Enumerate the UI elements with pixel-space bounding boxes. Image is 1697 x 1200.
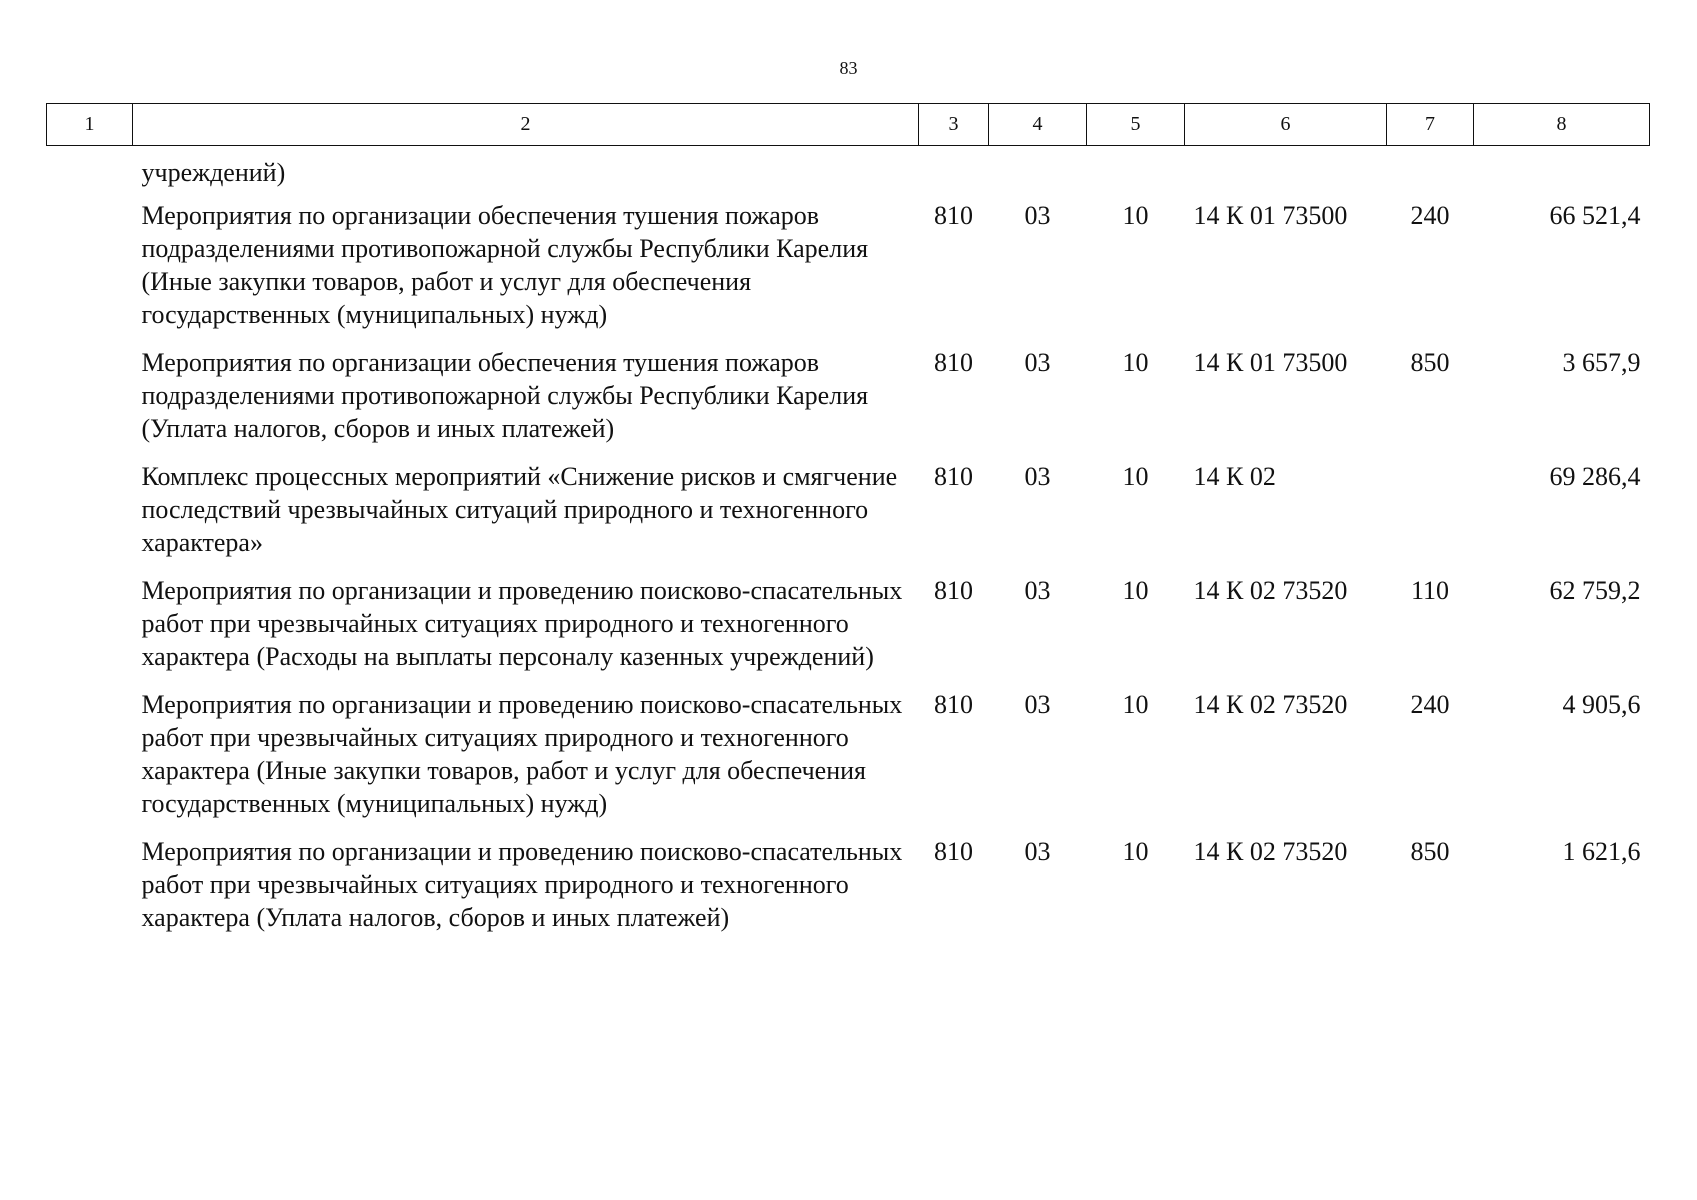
row-col-4: 03 — [1024, 462, 1051, 491]
row-col-5: 10 — [1122, 201, 1149, 230]
row-col-5: 10 — [1122, 837, 1149, 866]
row-col-7: 240 — [1410, 690, 1450, 719]
row-col-8: 62 759,2 — [1549, 576, 1641, 605]
row-col-4: 03 — [1024, 837, 1051, 866]
row-col-4: 03 — [1024, 201, 1051, 230]
table-body — [47, 146, 1650, 950]
row-col-6: 14 К 01 73500 — [1193, 348, 1348, 377]
row-col-8: 66 521,4 — [1549, 201, 1641, 230]
row-col-6: 14 К 01 73500 — [1193, 201, 1348, 230]
row-col-3: 810 — [934, 576, 973, 605]
header-col-6: 6 — [1185, 104, 1387, 146]
row-col-7: 110 — [1410, 576, 1450, 605]
row-col-8: 69 286,4 — [1549, 462, 1641, 491]
row-description: Мероприятия по организации обеспечения тушения пожаров подразделениями противопожарной службы Республики Карелия (Иные закупки товаров, работ и услуг для обеспечения государственных (муниципальных) нужд) — [141, 201, 869, 329]
header-col-4: 4 — [989, 104, 1087, 146]
row-description: Комплекс процессных мероприятий «Снижение рисков и смягчение последствий чрезвычайных ситуаций природного и техногенного характера» — [141, 462, 898, 557]
row-col-4: 03 — [1024, 576, 1051, 605]
row-col-6: 14 К 02 73520 — [1193, 576, 1348, 605]
row-col-4: 03 — [1024, 348, 1051, 377]
header-col-2: 2 — [133, 104, 919, 146]
header-col-7: 7 — [1387, 104, 1474, 146]
row-col-4: 03 — [1024, 690, 1051, 719]
row-col-8: 4 905,6 — [1562, 690, 1641, 719]
row-description: Мероприятия по организации и проведению поисково-спасательных работ при чрезвычайных ситуациях природного и техногенного характера (Иные закупки товаров, работ и услуг для обеспечения государственных (муниципальных) нужд) — [141, 690, 903, 818]
cell-col-1 — [47, 460, 133, 574]
cell-col-1 — [47, 688, 133, 835]
table-row — [47, 688, 1650, 835]
row-col-6: 14 К 02 73520 — [1193, 837, 1348, 866]
row-col-6: 14 К 02 73520 — [1193, 690, 1348, 719]
cell-col-1 — [47, 146, 133, 200]
row-col-5: 10 — [1122, 690, 1149, 719]
header-col-3: 3 — [919, 104, 989, 146]
cell-col-1 — [47, 835, 133, 949]
header-col-5: 5 — [1087, 104, 1185, 146]
row-description: Мероприятия по организации и проведению поисково-спасательных работ при чрезвычайных ситуациях природного и техногенного характера (Расходы на выплаты персоналу казенных учреждений) — [141, 576, 903, 671]
row-col-3: 810 — [934, 201, 973, 230]
budget-table — [46, 103, 1650, 949]
page-number: 83 — [839, 58, 858, 78]
cell-col-1 — [47, 574, 133, 688]
header-col-1: 1 — [47, 104, 133, 146]
row-col-7: 850 — [1410, 348, 1450, 377]
row-col-6: 14 К 02 — [1193, 462, 1276, 491]
continuation-row — [47, 146, 1650, 200]
row-col-5: 10 — [1122, 348, 1149, 377]
table-row — [47, 346, 1650, 460]
table-row — [47, 574, 1650, 688]
row-col-3: 810 — [934, 690, 973, 719]
table-row — [47, 460, 1650, 574]
row-col-3: 810 — [934, 348, 973, 377]
continuation-text: учреждений) — [141, 158, 286, 187]
row-description: Мероприятия по организации и проведению поисково-спасательных работ при чрезвычайных ситуациях природного и техногенного характера (Уплата налогов, сборов и иных платежей) — [141, 837, 903, 932]
cell-col-1 — [47, 346, 133, 460]
row-col-7: 240 — [1410, 201, 1450, 230]
row-col-5: 10 — [1122, 576, 1149, 605]
row-col-5: 10 — [1122, 462, 1149, 491]
table-row — [47, 199, 1650, 346]
table-row — [47, 835, 1650, 949]
row-col-3: 810 — [934, 837, 973, 866]
cell-col-1 — [47, 199, 133, 346]
row-col-7: 850 — [1410, 837, 1450, 866]
row-description: Мероприятия по организации обеспечения тушения пожаров подразделениями противопожарной службы Республики Карелия (Уплата налогов, сборов и иных платежей) — [141, 348, 869, 443]
row-col-8: 3 657,9 — [1562, 348, 1641, 377]
row-col-3: 810 — [934, 462, 973, 491]
row-col-8: 1 621,6 — [1562, 837, 1641, 866]
header-row — [47, 104, 1650, 146]
table-header — [47, 104, 1650, 146]
row-col-7 — [1387, 460, 1474, 574]
header-col-8: 8 — [1474, 104, 1650, 146]
